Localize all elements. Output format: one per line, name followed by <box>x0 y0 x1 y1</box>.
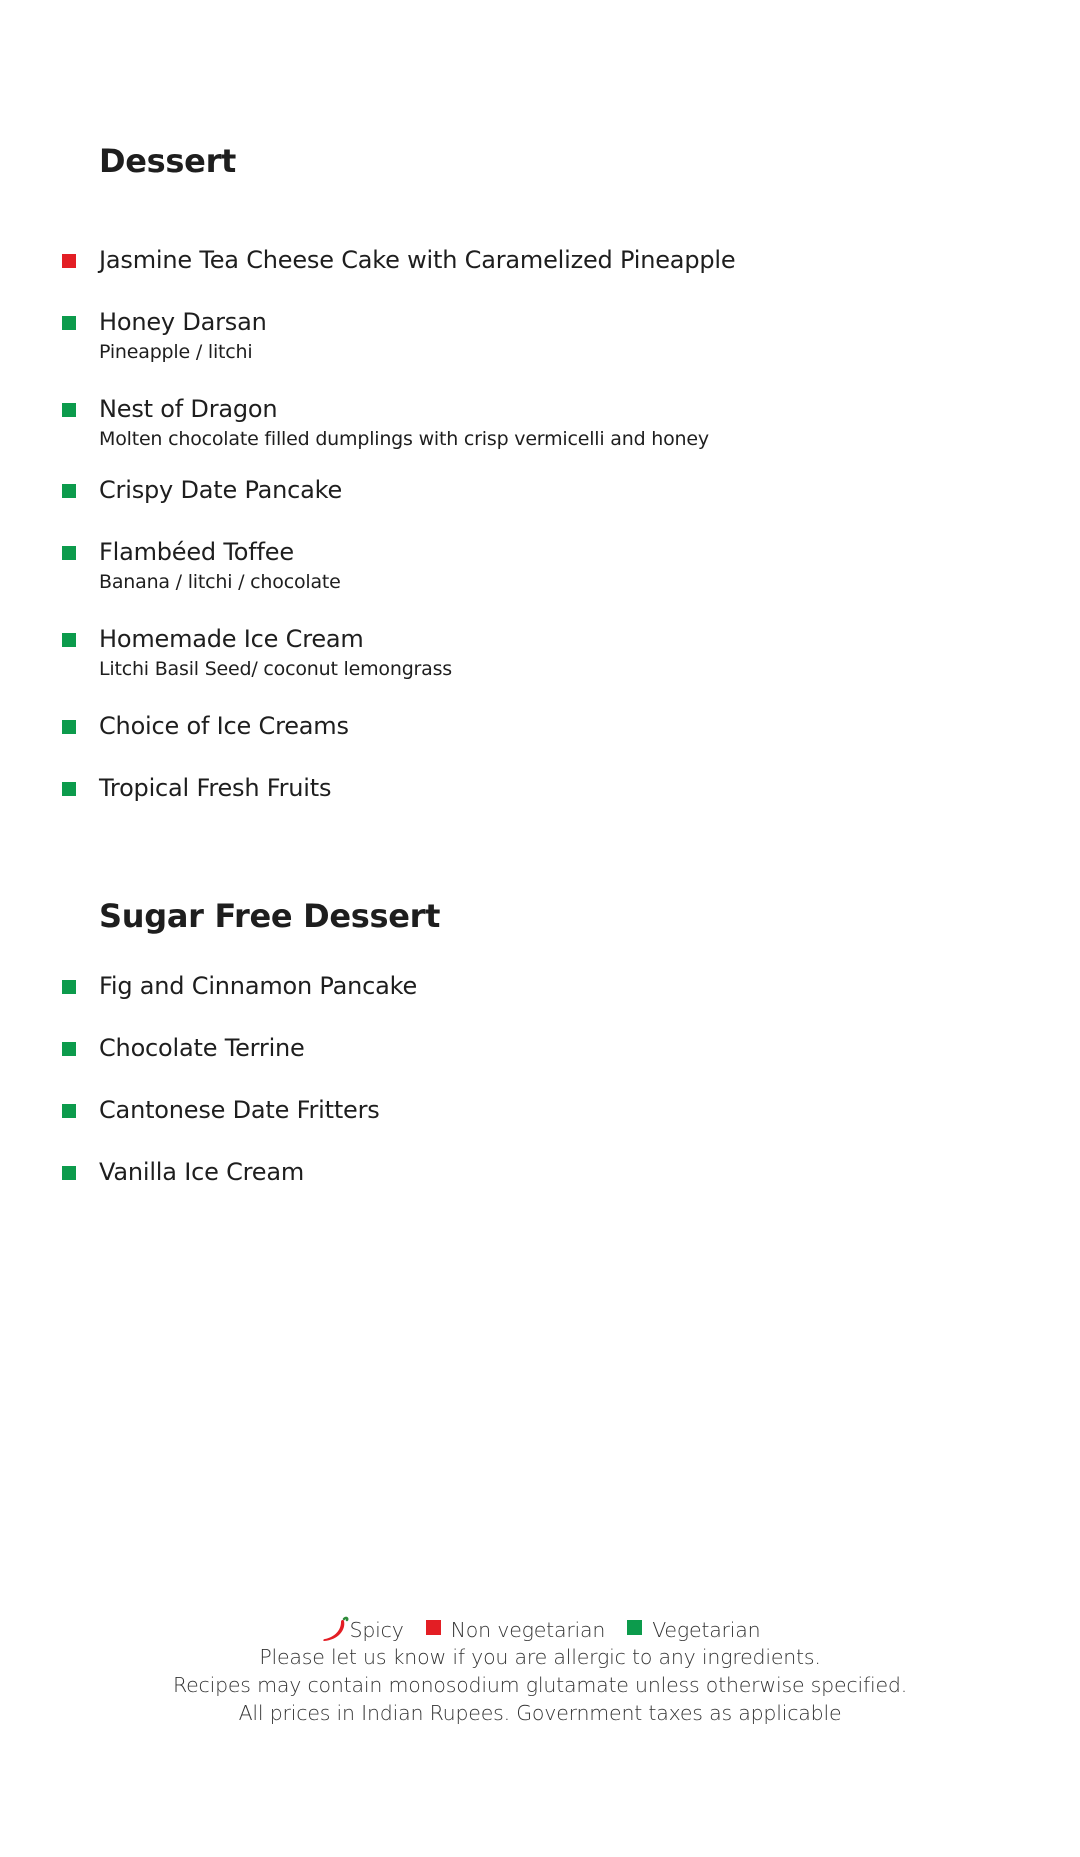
item-name: Chocolate Terrine <box>99 1034 305 1062</box>
veg-legend-icon <box>627 1620 642 1635</box>
veg-marker-icon <box>62 720 76 734</box>
veg-marker-icon <box>62 1166 76 1180</box>
item-name: Jasmine Tea Cheese Cake with Caramelized Pineapple <box>99 246 736 274</box>
item-description: Pineapple / litchi <box>99 341 253 363</box>
item-name: Fig and Cinnamon Pancake <box>99 972 418 1000</box>
legend-veg-label: Vegetarian <box>652 1618 761 1642</box>
item-name: Choice of Ice Creams <box>99 712 349 740</box>
menu-footer <box>0 1615 1080 1727</box>
veg-marker-icon <box>62 1104 76 1118</box>
item-name: Honey Darsan <box>99 308 267 336</box>
veg-marker-icon <box>62 546 76 560</box>
veg-marker-icon <box>62 316 76 330</box>
item-name: Tropical Fresh Fruits <box>99 774 332 802</box>
veg-marker-icon <box>62 484 76 498</box>
veg-marker-icon <box>62 403 76 417</box>
msg-note: Recipes may contain monosodium glutamate unless otherwise specified. <box>172 1673 908 1697</box>
item-description: Litchi Basil Seed/ coconut lemongrass <box>99 658 453 680</box>
item-description: Banana / litchi / chocolate <box>99 571 341 593</box>
item-name: Cantonese Date Fritters <box>99 1096 380 1124</box>
item-name: Flambéed Toffee <box>99 538 294 566</box>
chili-icon <box>320 1616 350 1644</box>
item-name: Homemade Ice Cream <box>99 625 364 653</box>
veg-marker-icon <box>62 980 76 994</box>
legend-spicy-label: Spicy <box>349 1618 404 1642</box>
prices-note: All prices in Indian Rupees. Government taxes as applicable <box>238 1701 842 1725</box>
allergy-note: Please let us know if you are allergic to any ingredients. <box>259 1645 821 1669</box>
item-name: Vanilla Ice Cream <box>99 1158 305 1186</box>
item-description: Molten chocolate filled dumplings with crisp vermicelli and honey <box>99 428 709 450</box>
section-title-dessert: Dessert <box>99 142 237 180</box>
legend-non-veg-label: Non vegetarian <box>450 1618 606 1642</box>
non-veg-legend-icon <box>426 1620 441 1635</box>
item-name: Crispy Date Pancake <box>99 476 343 504</box>
veg-marker-icon <box>62 1042 76 1056</box>
veg-marker-icon <box>62 782 76 796</box>
section-title-sugar-free-dessert: Sugar Free Dessert <box>99 897 441 935</box>
legend <box>0 1615 1080 1643</box>
non-veg-marker-icon <box>62 254 76 268</box>
veg-marker-icon <box>62 633 76 647</box>
item-name: Nest of Dragon <box>99 395 278 423</box>
